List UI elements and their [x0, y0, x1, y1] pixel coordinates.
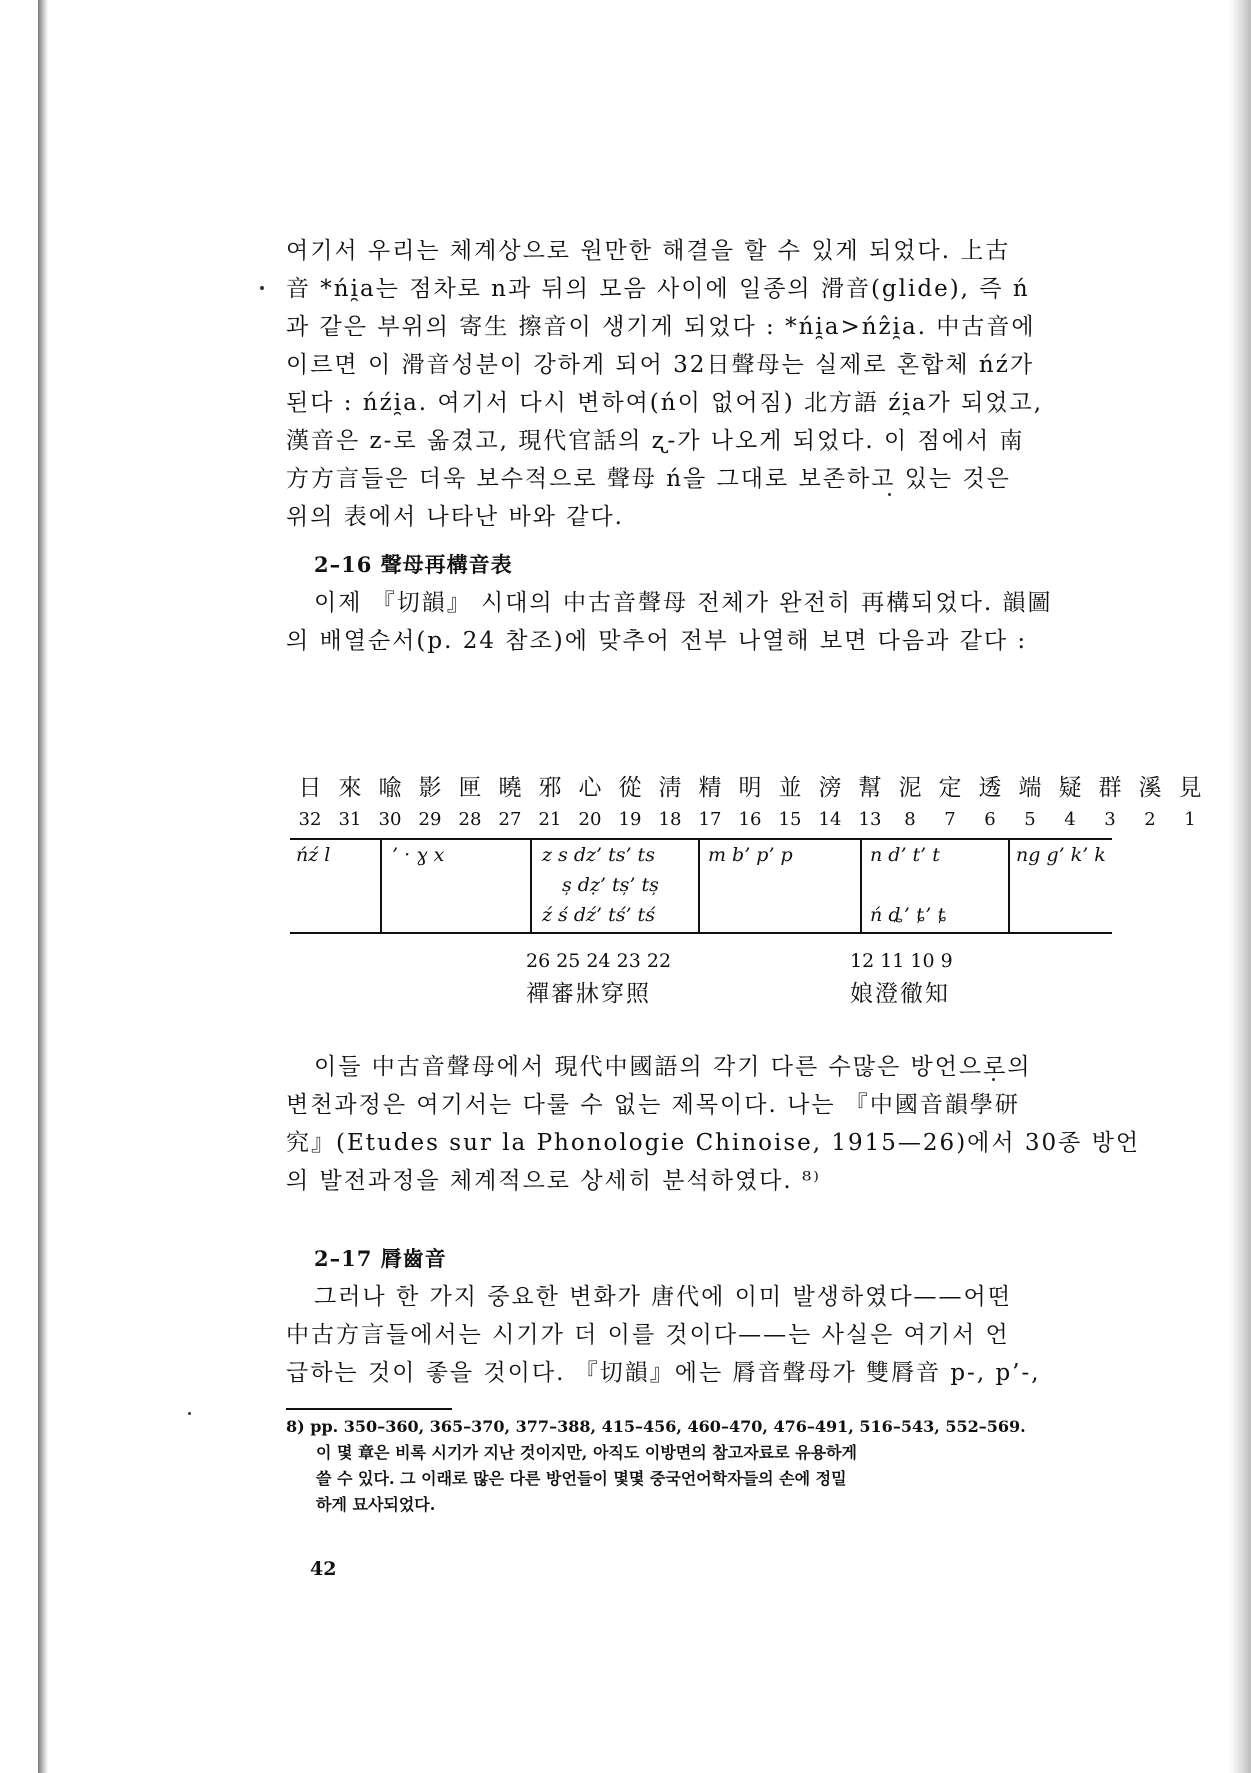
page-number: 42 — [310, 1558, 337, 1580]
initials-table — [290, 770, 1202, 1007]
initial-number: 20 — [578, 809, 602, 830]
text-line: 方方言들은 더욱 보수적으로 聲母 ń을 그대로 보존하고 있는 것은 — [286, 466, 1011, 492]
initial-number: 29 — [418, 809, 442, 830]
phonetic-line: ’ · ɣ x — [392, 844, 445, 866]
phonetic-line: ș dẓ’ tș’ tș — [562, 874, 659, 896]
initial-number: 4 — [1064, 809, 1076, 830]
initial-char: 邪 — [538, 775, 562, 801]
text-line: 된다 : ńźi̯a. 여기서 다시 변하여(ń이 없어짐) 北方語 źi̯a가 되었고, — [286, 390, 1044, 416]
text-line: 의 배열순서(p. 24 참조)에 맞추어 전부 나열해 보면 다음과 같다 : — [286, 628, 1028, 654]
retroflex-numbers: 26 25 24 23 22 — [526, 950, 672, 972]
initial-char: 幫 — [858, 775, 882, 801]
text-line: 위의 表에서 나타난 바와 같다. — [286, 504, 624, 530]
footnote-line: 쓸 수 있다. 그 이래로 많은 다른 방언들이 몇몇 중국언어학자들의 손에 정밀 — [316, 1469, 847, 1488]
footnote-line: 이 몇 章은 비록 시기가 지난 것이지만, 아직도 이방면의 참고자료로 유용하게 — [316, 1443, 857, 1462]
initial-char: 來 — [338, 775, 362, 801]
scan-speck — [260, 286, 264, 290]
footnote — [286, 1414, 1106, 1518]
initial-char: 精 — [698, 775, 722, 801]
initial-char: 見 — [1178, 775, 1202, 801]
initial-number: 8 — [904, 809, 916, 830]
initial-number: 19 — [618, 809, 642, 830]
group-cell — [700, 840, 862, 932]
phonetic-line: ń ȡ’ ȶ’ ȶ — [870, 904, 947, 926]
initial-char: 從 — [618, 775, 642, 801]
page-edge-shadow-left — [38, 0, 48, 1773]
table-bottom-rule — [290, 932, 1112, 934]
initials-number-row — [290, 806, 1196, 834]
phonetic-line: n d’ t’ t — [870, 844, 940, 866]
text-line: 究』(Etudes sur la Phonologie Chinoise, 1915—26)에서 30종 방언 — [286, 1130, 1141, 1156]
initial-char: 淸 — [658, 775, 682, 801]
text-line: 中古方言들에서는 시기가 더 이를 것이다——는 사실은 여기서 언 — [286, 1322, 1010, 1348]
section-2-17 — [286, 1240, 1106, 1392]
footnote-rule — [286, 1408, 452, 1410]
initial-number: 27 — [498, 809, 522, 830]
initial-char: 明 — [738, 775, 762, 801]
initial-char: 曉 — [498, 775, 522, 801]
initial-char: 泥 — [898, 775, 922, 801]
section-heading: 2–16 聲母再構音表 — [314, 552, 513, 577]
retroflex-initials: 禪審牀穿照 — [526, 981, 651, 1007]
initial-number: 18 — [658, 809, 682, 830]
section-2-16 — [286, 546, 1106, 660]
paragraph-1 — [286, 232, 1106, 536]
scan-speck — [188, 1412, 191, 1415]
initial-number: 3 — [1104, 809, 1116, 830]
initial-char: 端 — [1018, 775, 1042, 801]
initial-number: 21 — [538, 809, 562, 830]
initial-number: 1 — [1184, 809, 1196, 830]
initial-char: 滂 — [818, 775, 842, 801]
footnote-line: 8) pp. 350–360, 365–370, 377–388, 415–456, 460–470, 476–491, 516–543, 552–569. — [286, 1417, 1026, 1436]
initial-char: 疑 — [1058, 775, 1082, 801]
palatal-initials: 娘澄徹知 — [850, 981, 950, 1007]
group-cell — [290, 840, 382, 932]
text-line: 의 발전과정을 체계적으로 상세히 분석하였다. ⁸⁾ — [286, 1168, 821, 1194]
initial-number: 32 — [298, 809, 322, 830]
reconstruction-row — [290, 840, 1112, 932]
text-line: 이르면 이 滑音성분이 강하게 되어 32日聲母는 실제로 혼합체 ńź가 — [286, 352, 1035, 378]
text-line: 변천과정은 여기서는 다룰 수 없는 제목이다. 나는 『中國音韻學研 — [286, 1092, 1020, 1118]
group-cell — [1010, 840, 1112, 932]
initial-char: 影 — [418, 775, 442, 801]
paragraph-2 — [286, 1048, 1141, 1200]
phonetic-line: ng g’ k’ k — [1016, 844, 1106, 866]
initial-number: 31 — [338, 809, 362, 830]
initial-char: 並 — [778, 775, 802, 801]
footnote-line: 하게 묘사되었다. — [316, 1495, 436, 1514]
initial-number: 15 — [778, 809, 802, 830]
phonetic-line — [870, 870, 1008, 900]
initial-char: 透 — [978, 775, 1002, 801]
phonetic-line: m b’ p’ p — [708, 844, 793, 866]
initial-char: 群 — [1098, 775, 1122, 801]
phonetic-line: z s dz’ ts’ ts — [542, 844, 655, 866]
initial-number: 2 — [1144, 809, 1156, 830]
text-line: 여기서 우리는 체계상으로 원만한 해결을 할 수 있게 되었다. 上古 — [286, 238, 1011, 264]
initial-number: 13 — [858, 809, 882, 830]
section-heading: 2–17 脣齒音 — [314, 1246, 447, 1271]
text-line: 이제 『切韻』 시대의 中古音聲母 전체가 완전히 再構되었다. 韻圖 — [314, 590, 1053, 616]
initial-char: 匣 — [458, 775, 482, 801]
initial-number: 7 — [944, 809, 956, 830]
group-cell — [532, 840, 700, 932]
initial-number: 6 — [984, 809, 996, 830]
text-line: 漢音은 z-로 옮겼고, 現代官話의 ʐ-가 나오게 되었다. 이 점에서 南 — [286, 428, 1025, 454]
text-line: 급하는 것이 좋을 것이다. 『切韻』에는 脣音聲母가 雙脣音 p-, p’-, — [286, 1360, 1041, 1386]
initial-char: 喩 — [378, 775, 402, 801]
phonetic-line: ńź l — [296, 844, 331, 866]
initial-number: 14 — [818, 809, 842, 830]
text-line: 이들 中古音聲母에서 現代中國語의 각기 다른 수많은 방언으로의 — [314, 1054, 1032, 1080]
initial-char: 溪 — [1138, 775, 1162, 801]
initial-number: 17 — [698, 809, 722, 830]
initials-header-row — [290, 770, 1202, 806]
initial-number: 16 — [738, 809, 762, 830]
group-cell — [862, 840, 1010, 932]
group-cell — [382, 840, 532, 932]
initial-char: 定 — [938, 775, 962, 801]
text-line: 그러나 한 가지 중요한 변화가 唐代에 이미 발생하였다——어떤 — [314, 1284, 1012, 1310]
palatal-numbers: 12 11 10 9 — [850, 950, 953, 972]
initial-char: 日 — [298, 775, 322, 801]
initial-number: 30 — [378, 809, 402, 830]
initial-char: 心 — [578, 775, 602, 801]
initial-number: 28 — [458, 809, 482, 830]
initial-number: 5 — [1024, 809, 1036, 830]
text-line: 과 같은 부위의 寄生 擦音이 생기게 되었다 : *ńi̯a>ńẑi̯a. 中古音에 — [286, 314, 1036, 340]
text-line: 音 *ńi̯a는 점차로 n과 뒤의 모음 사이에 일종의 滑音(glide), 즉 ń — [286, 276, 1030, 302]
phonetic-line: ź ś dź’ tś’ tś — [542, 904, 655, 926]
page-edge-shadow-right — [1229, 0, 1251, 1773]
